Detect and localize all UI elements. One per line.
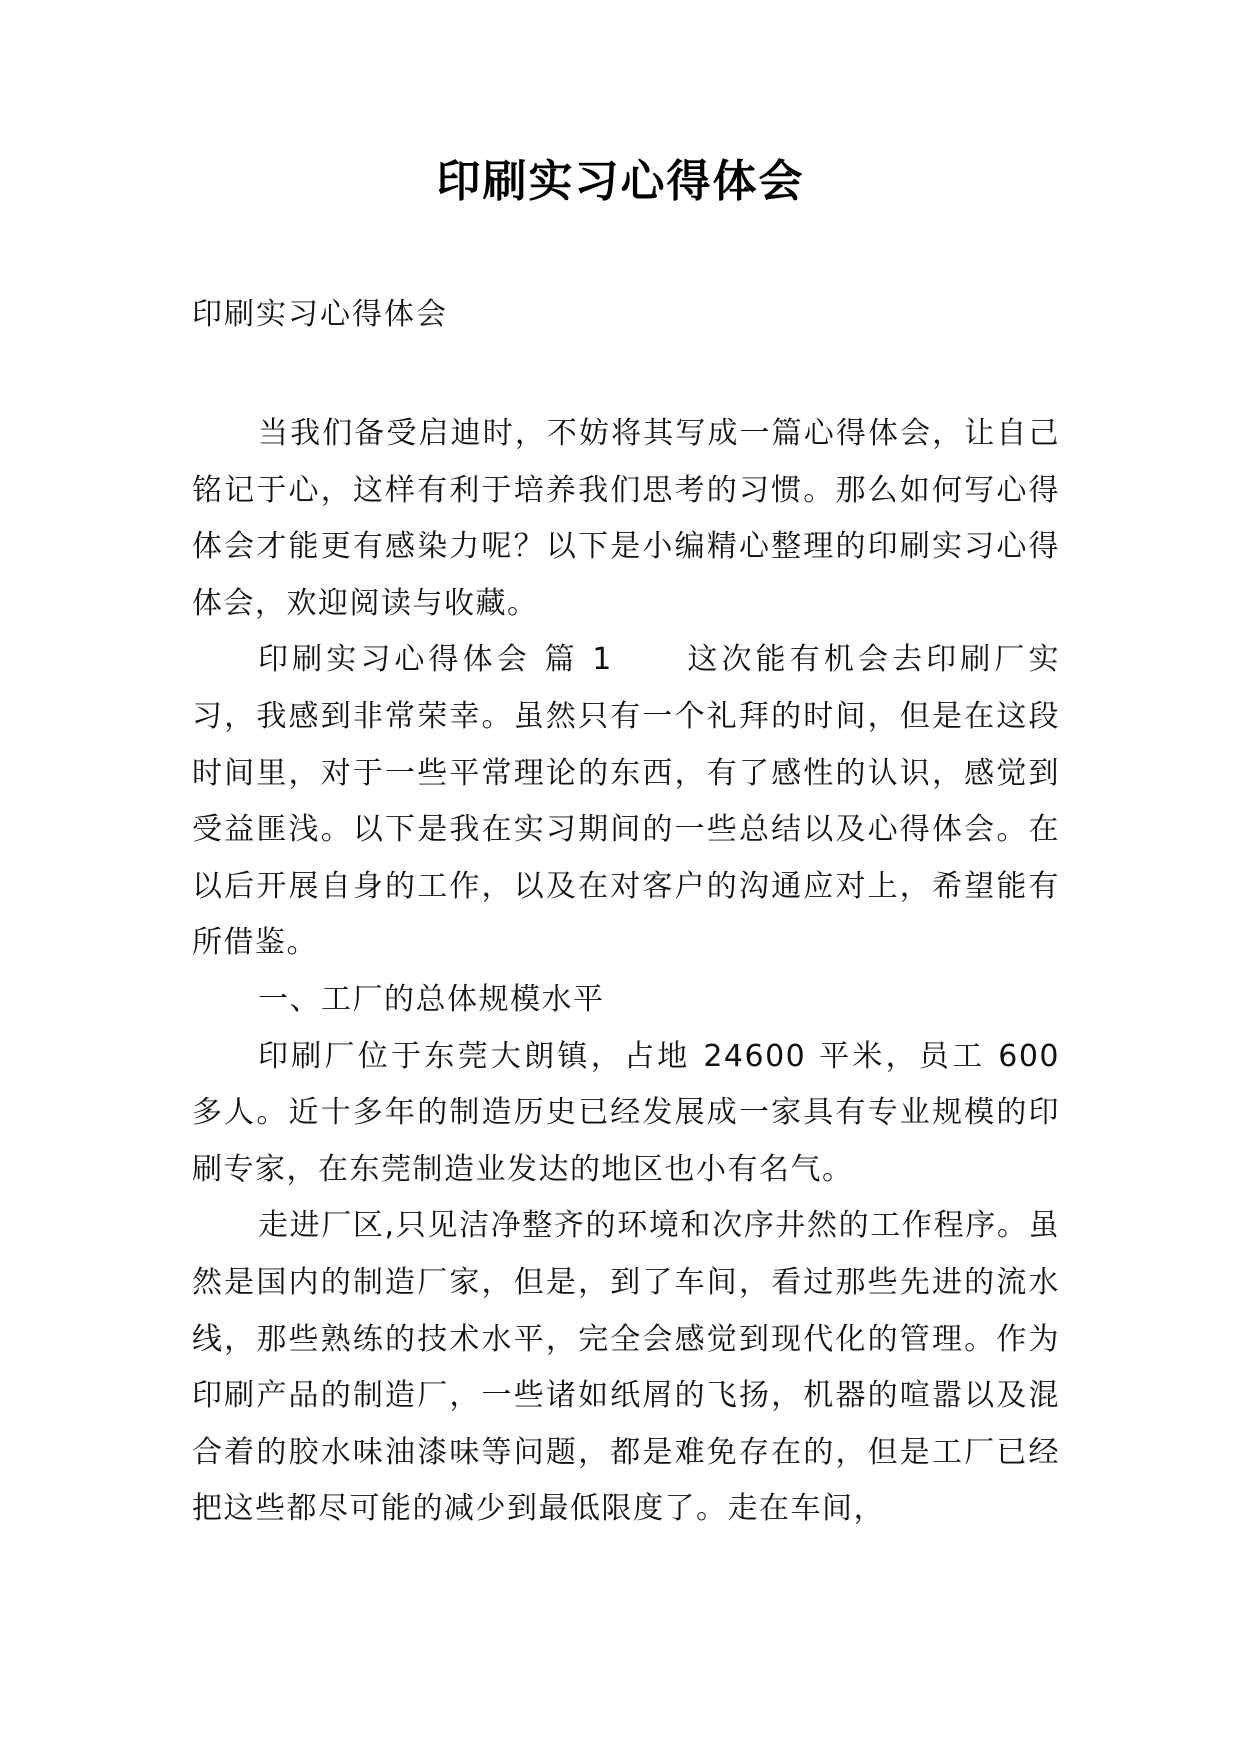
section-intro-text: 这次能有机会去印刷厂实习，我感到非常荣幸。虽然只有一个礼拜的时间，但是在这段时间里，对于一些平常理论的东西，有了感性的认识，感觉到受益匪浅。以下是我在实习期间的一些总结以及心得体会。在以后开展自身的工作，以及在对客户的沟通应对上，希望能有所借鉴。 — [192, 642, 1060, 961]
intro-paragraph: 当我们备受启迪时，不妨将其写成一篇心得体会，让自己铭记于心，这样有利于培养我们思考的习惯。那么如何写心得体会才能更有感染力呢？以下是小编精心整理的印刷实习心得体会，欢迎阅读与收藏。 — [192, 416, 1060, 621]
document-subtitle: 印刷实习心得体会 — [192, 297, 448, 332]
point-one-heading: 一、工厂的总体规模水平 — [258, 981, 605, 1017]
section-one-paragraph — [192, 632, 1060, 972]
point-two-paragraph: 走进厂区,只见洁净整齐的环境和次序井然的工作程序。虽然是国内的制造厂家，但是，到了车间，看过那些先进的流水线，那些熟练的技术水平，完全会感觉到现代化的管理。作为印刷产品的制造厂，一些诸如纸屑的飞扬，机器的喧嚣以及混合着的胶水味油漆味等问题，都是难免存在的，但是工厂已经把这些都尽可能的减少到最低限度了。走在车间， — [192, 1208, 1060, 1527]
document-body — [192, 406, 1060, 1538]
point-one-paragraph: 印刷厂位于东莞大朗镇，占地 24600 平米，员工 600 多人。近十多年的制造历史已经发展成一家具有专业规模的印刷专家，在东莞制造业发达的地区也小有名气。 — [192, 1038, 1060, 1187]
section-heading: 印刷实习心得体会 篇 1 — [258, 642, 613, 678]
document-title: 印刷实习心得体会 — [436, 156, 805, 207]
